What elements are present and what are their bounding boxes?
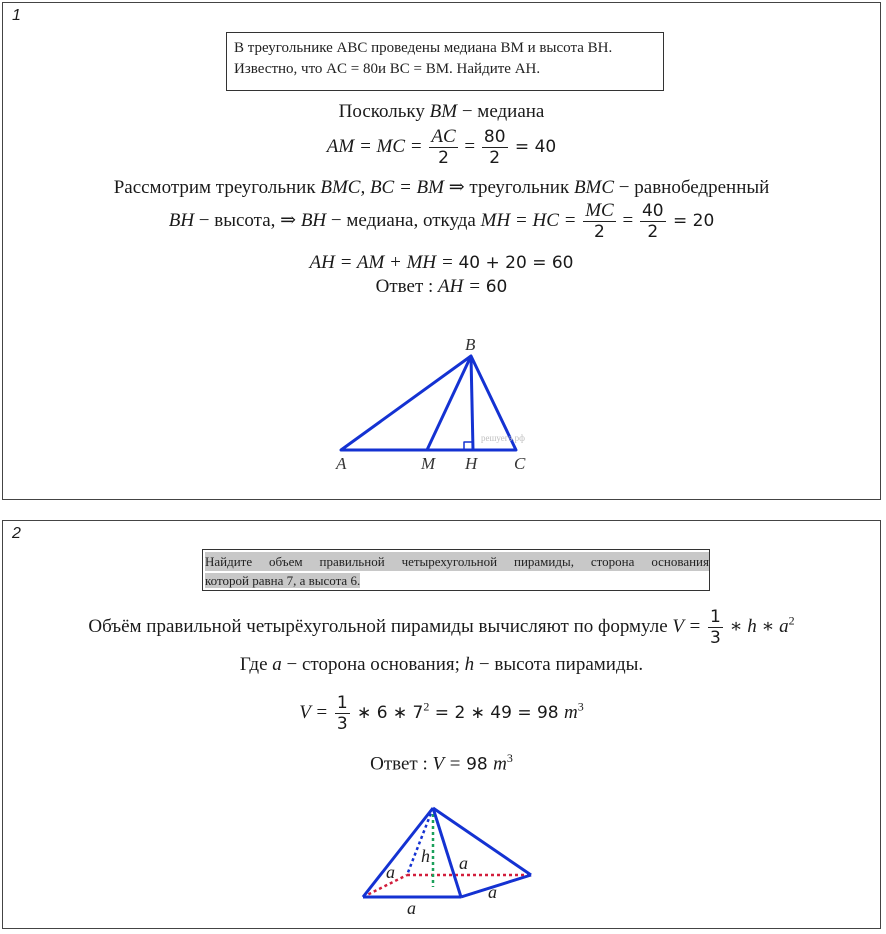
problem-line: Найдите объем правильной четырехугольной пирамиды, сторона основания: [205, 554, 709, 569]
result: = 20: [667, 210, 715, 231]
triangle-figure: [3, 3, 880, 499]
label-c: C: [514, 454, 526, 473]
equals: =: [459, 135, 480, 157]
label-a-lateral: a: [459, 853, 468, 873]
label-a: A: [336, 454, 347, 473]
unit: m: [564, 701, 578, 723]
text: − медиана, откуда: [326, 209, 481, 231]
text: − сторона основания;: [281, 654, 465, 675]
math: V =: [432, 753, 467, 775]
exponent: 2: [423, 699, 430, 714]
label-a-left: a: [386, 862, 395, 882]
label-m: M: [421, 454, 436, 473]
problem-number: 2: [12, 525, 21, 542]
numerator: 40: [641, 201, 664, 221]
problem-line: которой равна 7, а высота 6.: [205, 573, 361, 588]
math: V =: [299, 701, 333, 723]
math: MH = HC =: [480, 209, 582, 231]
pyramid-figure: [3, 521, 880, 928]
solution-panel-2: [2, 520, 881, 929]
math: BMC: [573, 177, 615, 198]
math-numbers: 40 + 20 = 60: [458, 253, 574, 273]
watermark: решуегэ.рф: [481, 433, 525, 443]
math-numbers: ∗ 6 ∗ 7: [351, 702, 424, 723]
numerator: MC: [585, 200, 614, 221]
label-h: h: [421, 846, 430, 866]
problem-number: 1: [12, 7, 21, 24]
math: ∗ h ∗ a: [724, 615, 789, 637]
unit: m: [493, 753, 507, 775]
denominator: 2: [489, 148, 501, 168]
answer-value: 60: [485, 277, 508, 297]
math: a: [272, 654, 282, 675]
math: BM: [429, 101, 458, 122]
exponent: 3: [577, 699, 584, 714]
numerator: 1: [336, 693, 348, 713]
problem-line: В треугольнике ABC проведены медиана BM и высота BH.: [234, 40, 613, 56]
equals: =: [617, 209, 638, 231]
label-b: B: [465, 335, 476, 354]
text: Объём правильной четырёхугольной пирамиды вычисляют по формуле: [88, 615, 673, 637]
answer-label: Ответ :: [370, 753, 433, 775]
math: AM = MC =: [326, 135, 428, 157]
numerator: 80: [483, 127, 506, 147]
text: Где: [239, 654, 273, 675]
numerator: AC: [431, 126, 456, 147]
base-edge-left-back: [363, 875, 407, 897]
answer-label: Ответ :: [375, 276, 439, 297]
text: − медиана: [457, 101, 545, 122]
text: − равнобедренный: [614, 177, 770, 198]
math: BH: [168, 209, 195, 231]
height-bh: [471, 356, 473, 450]
text: Поскольку: [338, 101, 430, 122]
math: BMC, BC = BM: [320, 177, 444, 198]
denominator: 2: [594, 222, 605, 242]
label-h: H: [465, 454, 478, 473]
label-a-right: a: [488, 882, 497, 902]
text: Рассмотрим треугольник: [113, 177, 321, 198]
denominator: 3: [709, 628, 721, 648]
text: ⇒ треугольник: [443, 177, 574, 198]
math: AH =: [438, 276, 486, 297]
math: AH = AM + MH =: [309, 252, 459, 273]
denominator: 2: [438, 148, 449, 168]
math: h: [464, 654, 475, 675]
math-numbers: = 2 ∗ 49 = 98: [429, 702, 565, 723]
result: = 40: [509, 136, 557, 157]
label-a-bottom: a: [407, 898, 416, 918]
text: − высота пирамиды.: [474, 654, 644, 675]
denominator: 3: [336, 714, 348, 734]
math: V =: [672, 615, 706, 637]
solution-panel-1: [2, 2, 881, 500]
lateral-edge-right: [433, 808, 531, 875]
problem-line: Известно, что AC = 80и BC = BM. Найдите AH.: [234, 61, 541, 77]
math: BH: [300, 209, 327, 231]
lateral-edge-front: [433, 808, 461, 897]
exponent: 2: [788, 613, 795, 628]
text: − высота, ⇒: [194, 209, 301, 231]
numerator: 1: [709, 607, 721, 627]
denominator: 2: [647, 222, 659, 242]
exponent: 3: [506, 751, 513, 765]
answer-value: 98: [466, 754, 494, 775]
